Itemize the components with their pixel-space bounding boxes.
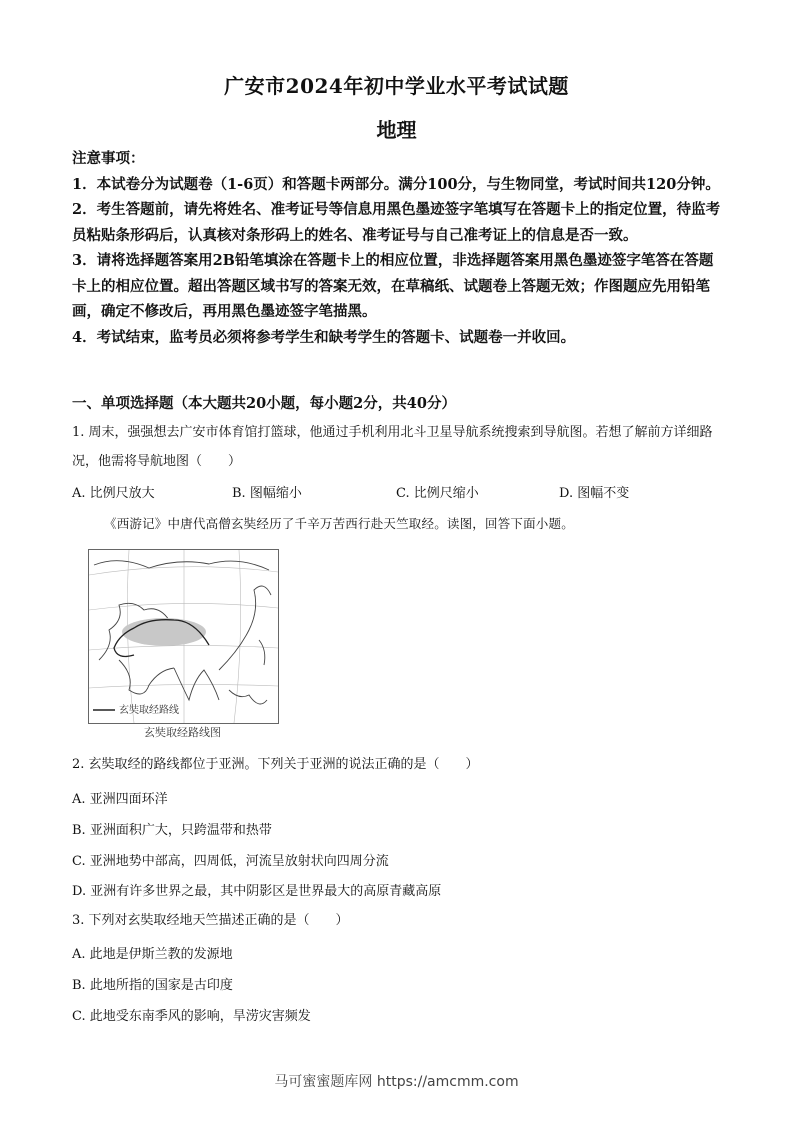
note-item: 2．考生答题前，请先将姓名、准考证号等信息用黑色墨迹签字笔填写在答题卡上的指定位置，待监考员粘贴条形码后，认真核对条形码上的姓名、准考证号与自己准考证上的信息是否一致。 xyxy=(72,201,721,244)
map-legend-label: 玄奘取经路线 xyxy=(119,705,179,716)
note-item: 3．请将选择题答案用2B铅笔填涂在答题卡上的相应位置，非选择题答案用黑色墨迹签字笔答在答题卡上的相应位置。超出答题区域书写的答案无效，在草稿纸、试题卷上答题无效；作图题应先用铅笔画，确定不修改后，再用黑色墨迹签字笔描黑。 xyxy=(72,252,714,320)
note-item: 4．考试结束，监考员必须将参考学生和缺考学生的答题卡、试题卷一并收回。 xyxy=(72,328,576,346)
q1-option-c: C. 比例尺缩小 xyxy=(396,486,479,501)
q2-option-c: C. 亚洲地势中部高，四周低，河流呈放射状向四周分流 xyxy=(72,854,389,869)
exam-notes xyxy=(72,146,724,350)
notes-heading: 注意事项： xyxy=(72,150,145,167)
material-intro: 《西游记》中唐代高僧玄奘经历了千辛万苦西行赴天竺取经。读图，回答下面小题。 xyxy=(104,516,574,531)
question-3-stem: 3. 下列对玄奘取经地天竺描述正确的是（ ） xyxy=(72,913,349,928)
q1-option-d: D. 图幅不变 xyxy=(559,486,630,501)
section-heading: 一、单项选择题（本大题共20小题，每小题2分，共40分） xyxy=(72,395,456,412)
q3-option-b: B. 此地所指的国家是古印度 xyxy=(72,978,233,993)
q1-option-b: B. 图幅缩小 xyxy=(232,486,302,501)
map-caption: 玄奘取经路线图 xyxy=(144,726,221,739)
subject-title: 地理 xyxy=(376,118,417,142)
q1-option-a: A. 比例尺放大 xyxy=(72,486,155,501)
route-map-graphic xyxy=(89,550,278,723)
footer-watermark: 马可蜜蜜题库网 https://amcmm.com xyxy=(274,1074,519,1090)
q3-option-c: C. 此地受东南季风的影响，旱涝灾害频发 xyxy=(72,1009,311,1024)
route-map xyxy=(88,549,279,724)
question-2-stem: 2. 玄奘取经的路线都位于亚洲。下列关于亚洲的说法正确的是（ ） xyxy=(72,757,479,772)
q2-option-a: A. 亚洲四面环洋 xyxy=(72,792,168,807)
q2-option-d: D. 亚洲有许多世界之最，其中阴影区是世界最大的高原青藏高原 xyxy=(72,884,442,899)
q2-option-b: B. 亚洲面积广大，只跨温带和热带 xyxy=(72,823,272,838)
question-1-options xyxy=(72,482,724,506)
question-1-stem: 1. 周末，强强想去广安市体育馆打篮球，他通过手机利用北斗卫星导航系统搜索到导航图。若想了解前方详细路况，他需将导航地图（ ） xyxy=(72,425,713,469)
note-item: 1．本试卷分为试题卷（1-6页）和答题卡两部分。满分100分，与生物同堂，考试时间共120分钟。 xyxy=(72,175,720,193)
exam-title: 广安市2024年初中学业水平考试试题 xyxy=(224,74,569,98)
q3-option-a: A. 此地是伊斯兰教的发源地 xyxy=(72,947,233,962)
